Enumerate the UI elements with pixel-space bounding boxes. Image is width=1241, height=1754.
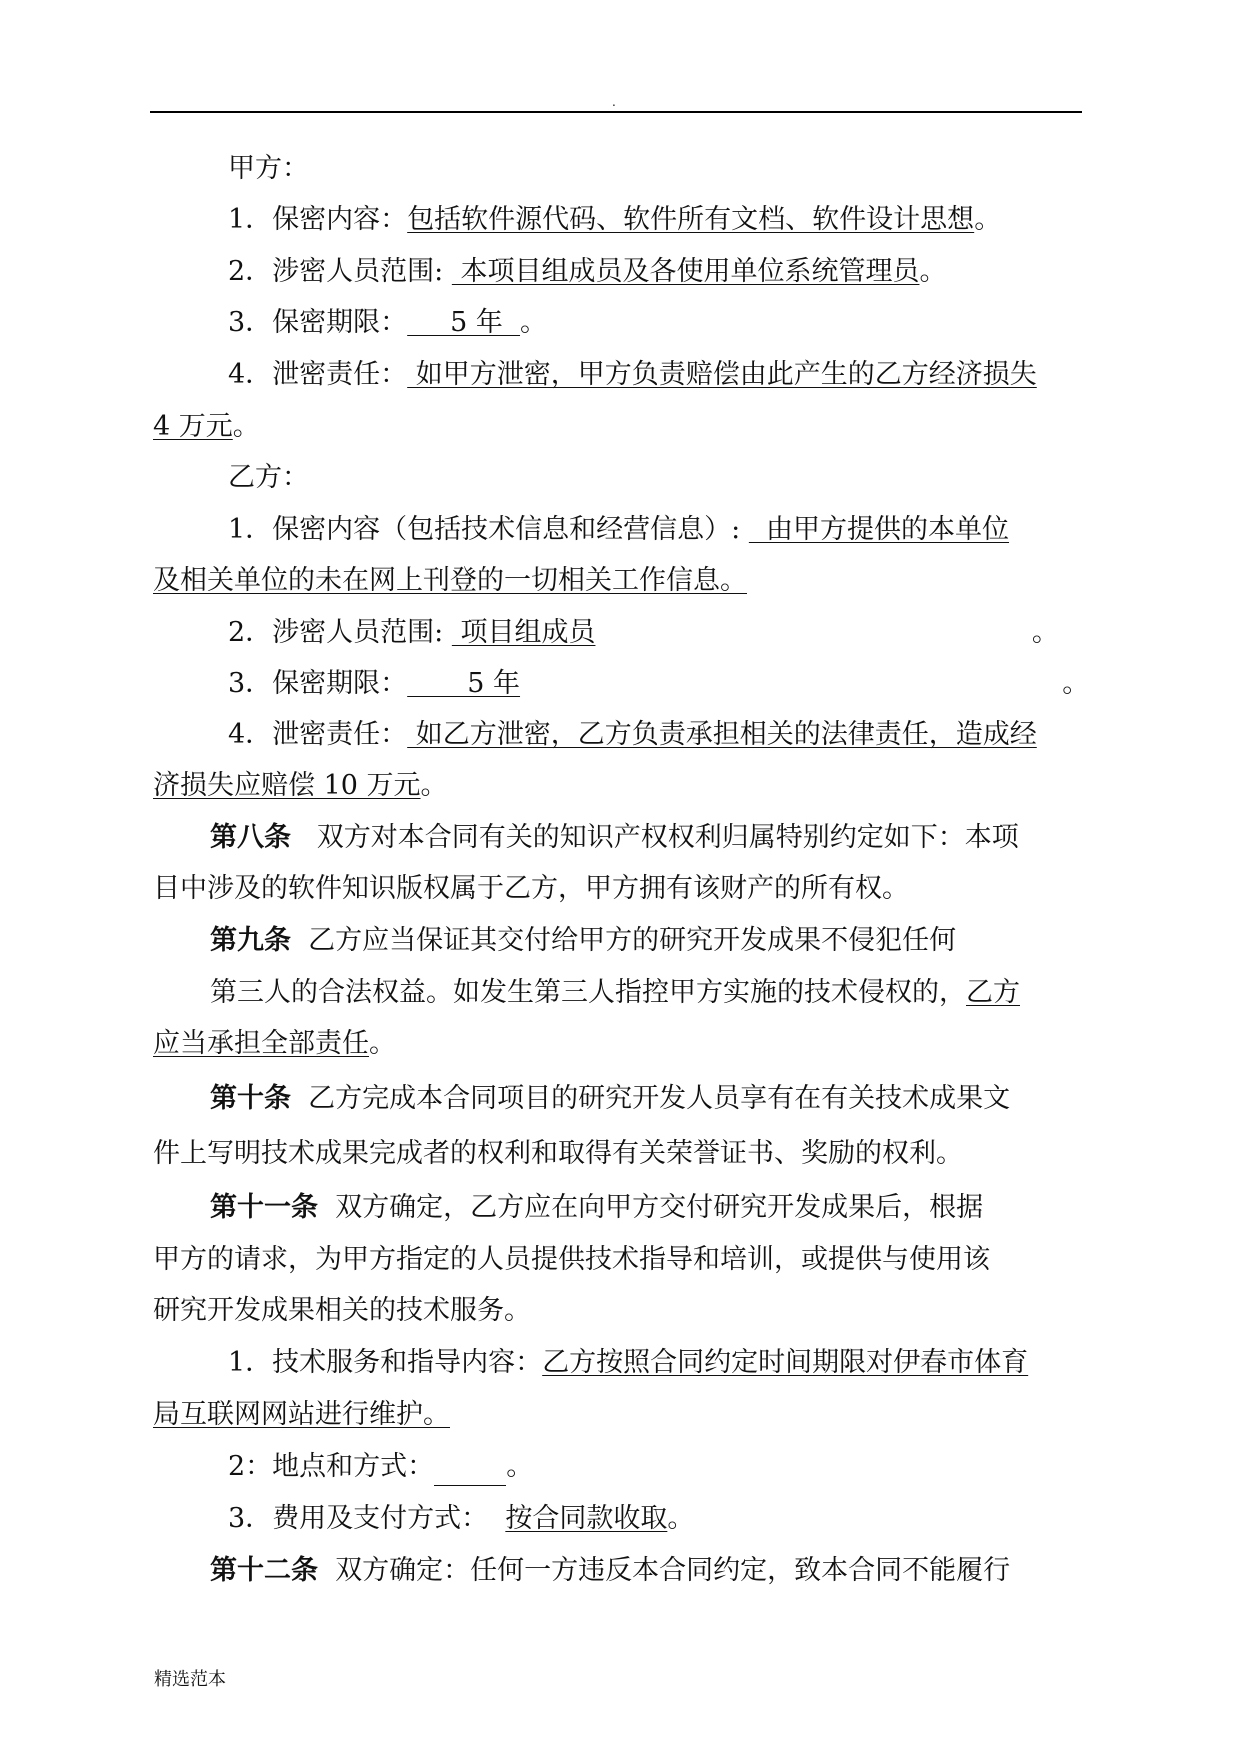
party-b-item-3 <box>228 665 1089 703</box>
value: 如甲方泄密，甲方负责赔偿由此产生的乙方经济损失 <box>407 359 1037 390</box>
article-label: 第十二条 <box>210 1555 318 1586</box>
text-underlined: 乙方 <box>966 977 1020 1008</box>
label: 2．涉密人员范围: <box>228 256 452 287</box>
label: 1．保密内容（包括技术信息和经营信息）: <box>228 514 749 545</box>
text: 双方对本合同有关的知识产权权利归属特别约定如下：本项 <box>291 822 1019 853</box>
label: 1．保密内容： <box>228 204 408 235</box>
footer-text: 精选范本 <box>154 1669 226 1690</box>
end: 。 <box>667 1503 695 1534</box>
party-a-item-4 <box>228 356 1037 394</box>
article-11-item-1-cont <box>153 1396 450 1434</box>
article-11-item-1 <box>228 1344 1028 1382</box>
label: 2：地点和方式： <box>228 1451 435 1482</box>
end: 。 <box>369 1028 396 1059</box>
article-9-line-1 <box>210 922 956 960</box>
article-11-line-3: 研究开发成果相关的技术服务。 <box>153 1295 531 1326</box>
party-a-title: 甲方： <box>228 153 309 184</box>
text: 乙方完成本合同项目的研究开发人员享有在有关技术成果文 <box>291 1083 1011 1114</box>
text-underlined: 应当承担全部责任 <box>153 1028 369 1059</box>
party-b-item-4 <box>228 716 1037 754</box>
article-8-line-1 <box>210 819 1019 857</box>
party-a-item-4-cont <box>153 408 260 446</box>
label: 2．涉密人员范围: <box>228 617 452 648</box>
label: 4．泄密责任： <box>228 359 408 390</box>
party-b-item-1 <box>228 511 1009 549</box>
article-11-line-2: 甲方的请求，为甲方指定的人员提供技术指导和培训，或提供与使用该 <box>153 1244 990 1275</box>
party-b-item-2 <box>228 614 1059 652</box>
party-a-item-2 <box>228 253 946 291</box>
party-b-item-4-cont <box>153 767 448 805</box>
article-label: 第十一条 <box>210 1192 318 1223</box>
article-9-line-2 <box>210 974 1020 1012</box>
article-10-line-1 <box>210 1080 1010 1118</box>
party-b-item-1-cont <box>153 562 747 600</box>
value: 及相关单位的未在网上刊登的一切相关工作信息。 <box>153 565 747 596</box>
text: 双方确定：任何一方违反本合同约定，致本合同不能履行 <box>318 1555 1011 1586</box>
end: 。 <box>520 307 548 338</box>
value: 乙方按照合同约定时间期限对伊春市体育 <box>542 1347 1029 1378</box>
article-11-item-3 <box>228 1500 694 1538</box>
header-rule <box>150 111 1082 113</box>
value: 如乙方泄密，乙方负责承担相关的法律责任，造成经 <box>407 719 1037 750</box>
label: 1．技术服务和指导内容： <box>228 1347 543 1378</box>
text: 乙方应当保证其交付给甲方的研究开发成果不侵犯任何 <box>291 925 957 956</box>
end: 。 <box>1031 617 1059 648</box>
end: 。 <box>420 770 448 801</box>
article-label: 第八条 <box>210 822 291 853</box>
article-9-line-3 <box>153 1025 396 1063</box>
value: 济损失应赔偿 10 万元 <box>153 770 421 801</box>
header-dot: . <box>612 95 616 109</box>
article-label: 第九条 <box>210 925 291 956</box>
article-11-line-1 <box>210 1189 983 1227</box>
article-10-line-2: 件上写明技术成果完成者的权利和取得有关荣誉证书、奖励的权利。 <box>153 1138 963 1169</box>
end: 。 <box>1062 668 1090 699</box>
end: 。 <box>974 204 1002 235</box>
value: 5 年 <box>407 668 521 699</box>
value: 包括软件源代码、软件所有文档、软件设计思想 <box>407 204 975 235</box>
article-label: 第十条 <box>210 1083 291 1114</box>
text: 第三人的合法权益。如发生第三人指控甲方实施的技术侵权的， <box>210 977 966 1008</box>
label: 4．泄密责任： <box>228 719 408 750</box>
value: 本项目组成员及各使用单位系统管理员 <box>451 256 920 287</box>
article-11-item-2 <box>228 1448 533 1486</box>
end: 。 <box>506 1451 534 1482</box>
value: 按合同款收取 <box>505 1503 668 1534</box>
end: 。 <box>232 411 260 442</box>
party-a-item-3 <box>228 304 547 342</box>
label: 3．保密期限： <box>228 307 408 338</box>
value: 项目组成员 <box>451 617 596 648</box>
label: 3．保密期限： <box>228 668 408 699</box>
blank-line <box>434 1455 506 1486</box>
party-a-item-1 <box>228 201 1001 239</box>
article-12-line-1 <box>210 1552 1010 1590</box>
article-8-line-2: 目中涉及的软件知识版权属于乙方，甲方拥有该财产的所有权。 <box>153 873 909 904</box>
value: 局互联网网站进行维护。 <box>153 1399 450 1430</box>
value: 5 年 <box>407 307 521 338</box>
value: 4 万元 <box>153 411 233 442</box>
value: 由甲方提供的本单位 <box>748 514 1010 545</box>
end: 。 <box>919 256 947 287</box>
text: 双方确定，乙方应在向甲方交付研究开发成果后，根据 <box>318 1192 984 1223</box>
label: 3．费用及支付方式： <box>228 1503 506 1534</box>
party-b-title: 乙方： <box>228 462 309 493</box>
